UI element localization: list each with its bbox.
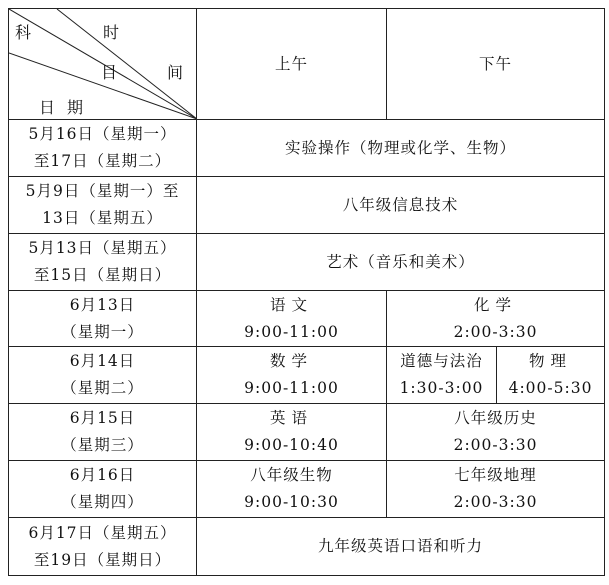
exam-subject: 数学 bbox=[269, 352, 313, 370]
exam-time: 9:00-11:00 bbox=[244, 379, 339, 397]
date-line: 5月16日（星期一） bbox=[28, 125, 177, 143]
exam-subject: 语文 bbox=[269, 295, 313, 314]
exam-subject: 八年级历史 bbox=[454, 409, 537, 427]
afternoon-exam-cell bbox=[387, 291, 605, 347]
exam-time: 9:00-11:00 bbox=[244, 322, 339, 341]
corner-label-ri: 日 bbox=[39, 98, 57, 117]
table-row bbox=[9, 120, 605, 177]
date-line: 至19日（星期日） bbox=[33, 550, 172, 569]
exam-subject: 八年级生物 bbox=[250, 466, 333, 484]
subject-cell: 艺术（音乐和美术） bbox=[197, 234, 605, 291]
corner-label-shi: 时 bbox=[103, 23, 121, 42]
table-row bbox=[9, 461, 605, 518]
exam-time: 2:00-3:30 bbox=[453, 436, 538, 454]
date-cell bbox=[9, 291, 197, 347]
date-line: 至15日（星期日） bbox=[33, 266, 172, 284]
table-header-row bbox=[9, 9, 605, 120]
exam-time: 2:00-3:30 bbox=[453, 322, 538, 341]
exam-subject: 物理 bbox=[529, 352, 573, 370]
morning-exam-cell bbox=[197, 461, 387, 518]
date-line: 5月9日（星期一）至 bbox=[25, 182, 180, 200]
date-line: 6月16日 bbox=[69, 466, 136, 484]
date-cell bbox=[9, 177, 197, 234]
afternoon-header: 下午 bbox=[387, 9, 605, 120]
exam-subject: 英语 bbox=[269, 409, 313, 427]
date-line: （星期四） bbox=[61, 493, 144, 511]
table-row bbox=[9, 291, 605, 347]
table-row bbox=[9, 404, 605, 461]
date-line: 至17日（星期二） bbox=[33, 152, 172, 170]
date-line: （星期二） bbox=[61, 379, 144, 397]
date-line: （星期三） bbox=[61, 436, 144, 454]
morning-exam-cell bbox=[197, 347, 387, 404]
exam-subject: 七年级地理 bbox=[454, 466, 537, 484]
corner-label-qi: 期 bbox=[67, 98, 85, 117]
table-row bbox=[9, 347, 605, 404]
date-cell bbox=[9, 404, 197, 461]
afternoon-exam-cell bbox=[387, 404, 605, 461]
date-cell bbox=[9, 347, 197, 404]
subject-cell: 八年级信息技术 bbox=[197, 177, 605, 234]
date-cell bbox=[9, 120, 197, 177]
corner-label-mu: 目 bbox=[101, 63, 119, 82]
exam-time: 9:00-10:30 bbox=[244, 493, 339, 511]
morning-exam-cell bbox=[197, 404, 387, 461]
exam-time: 1:30-3:00 bbox=[399, 379, 484, 397]
date-line: 6月14日 bbox=[69, 352, 136, 370]
date-line: 6月13日 bbox=[69, 295, 136, 314]
date-line: 13日（星期五） bbox=[42, 209, 163, 227]
morning-header: 上午 bbox=[197, 9, 387, 120]
table-row bbox=[9, 518, 605, 576]
table-row bbox=[9, 234, 605, 291]
exam-schedule-table bbox=[8, 8, 605, 576]
date-line: 6月17日（星期五） bbox=[28, 523, 177, 542]
date-line: 5月13日（星期五） bbox=[28, 239, 177, 257]
exam-time: 9:00-10:40 bbox=[244, 436, 339, 454]
exam-time: 2:00-3:30 bbox=[453, 493, 538, 511]
afternoon-exam-cell-2 bbox=[497, 347, 605, 404]
date-cell bbox=[9, 461, 197, 518]
date-line: （星期一） bbox=[61, 322, 144, 341]
afternoon-exam-cell-1 bbox=[387, 347, 497, 404]
diagonal-header-cell bbox=[9, 9, 197, 120]
exam-subject: 道德与法治 bbox=[400, 352, 483, 370]
afternoon-exam-cell bbox=[387, 461, 605, 518]
date-cell bbox=[9, 234, 197, 291]
subject-cell: 九年级英语口语和听力 bbox=[197, 518, 605, 576]
date-cell bbox=[9, 518, 197, 576]
subject-cell: 实验操作（物理或化学、生物） bbox=[197, 120, 605, 177]
corner-label-ke: 科 bbox=[15, 23, 33, 42]
exam-subject: 化学 bbox=[474, 295, 518, 314]
morning-exam-cell bbox=[197, 291, 387, 347]
exam-time: 4:00-5:30 bbox=[508, 379, 593, 397]
date-line: 6月15日 bbox=[69, 409, 136, 427]
table-row bbox=[9, 177, 605, 234]
corner-label-jian: 间 bbox=[167, 63, 185, 82]
